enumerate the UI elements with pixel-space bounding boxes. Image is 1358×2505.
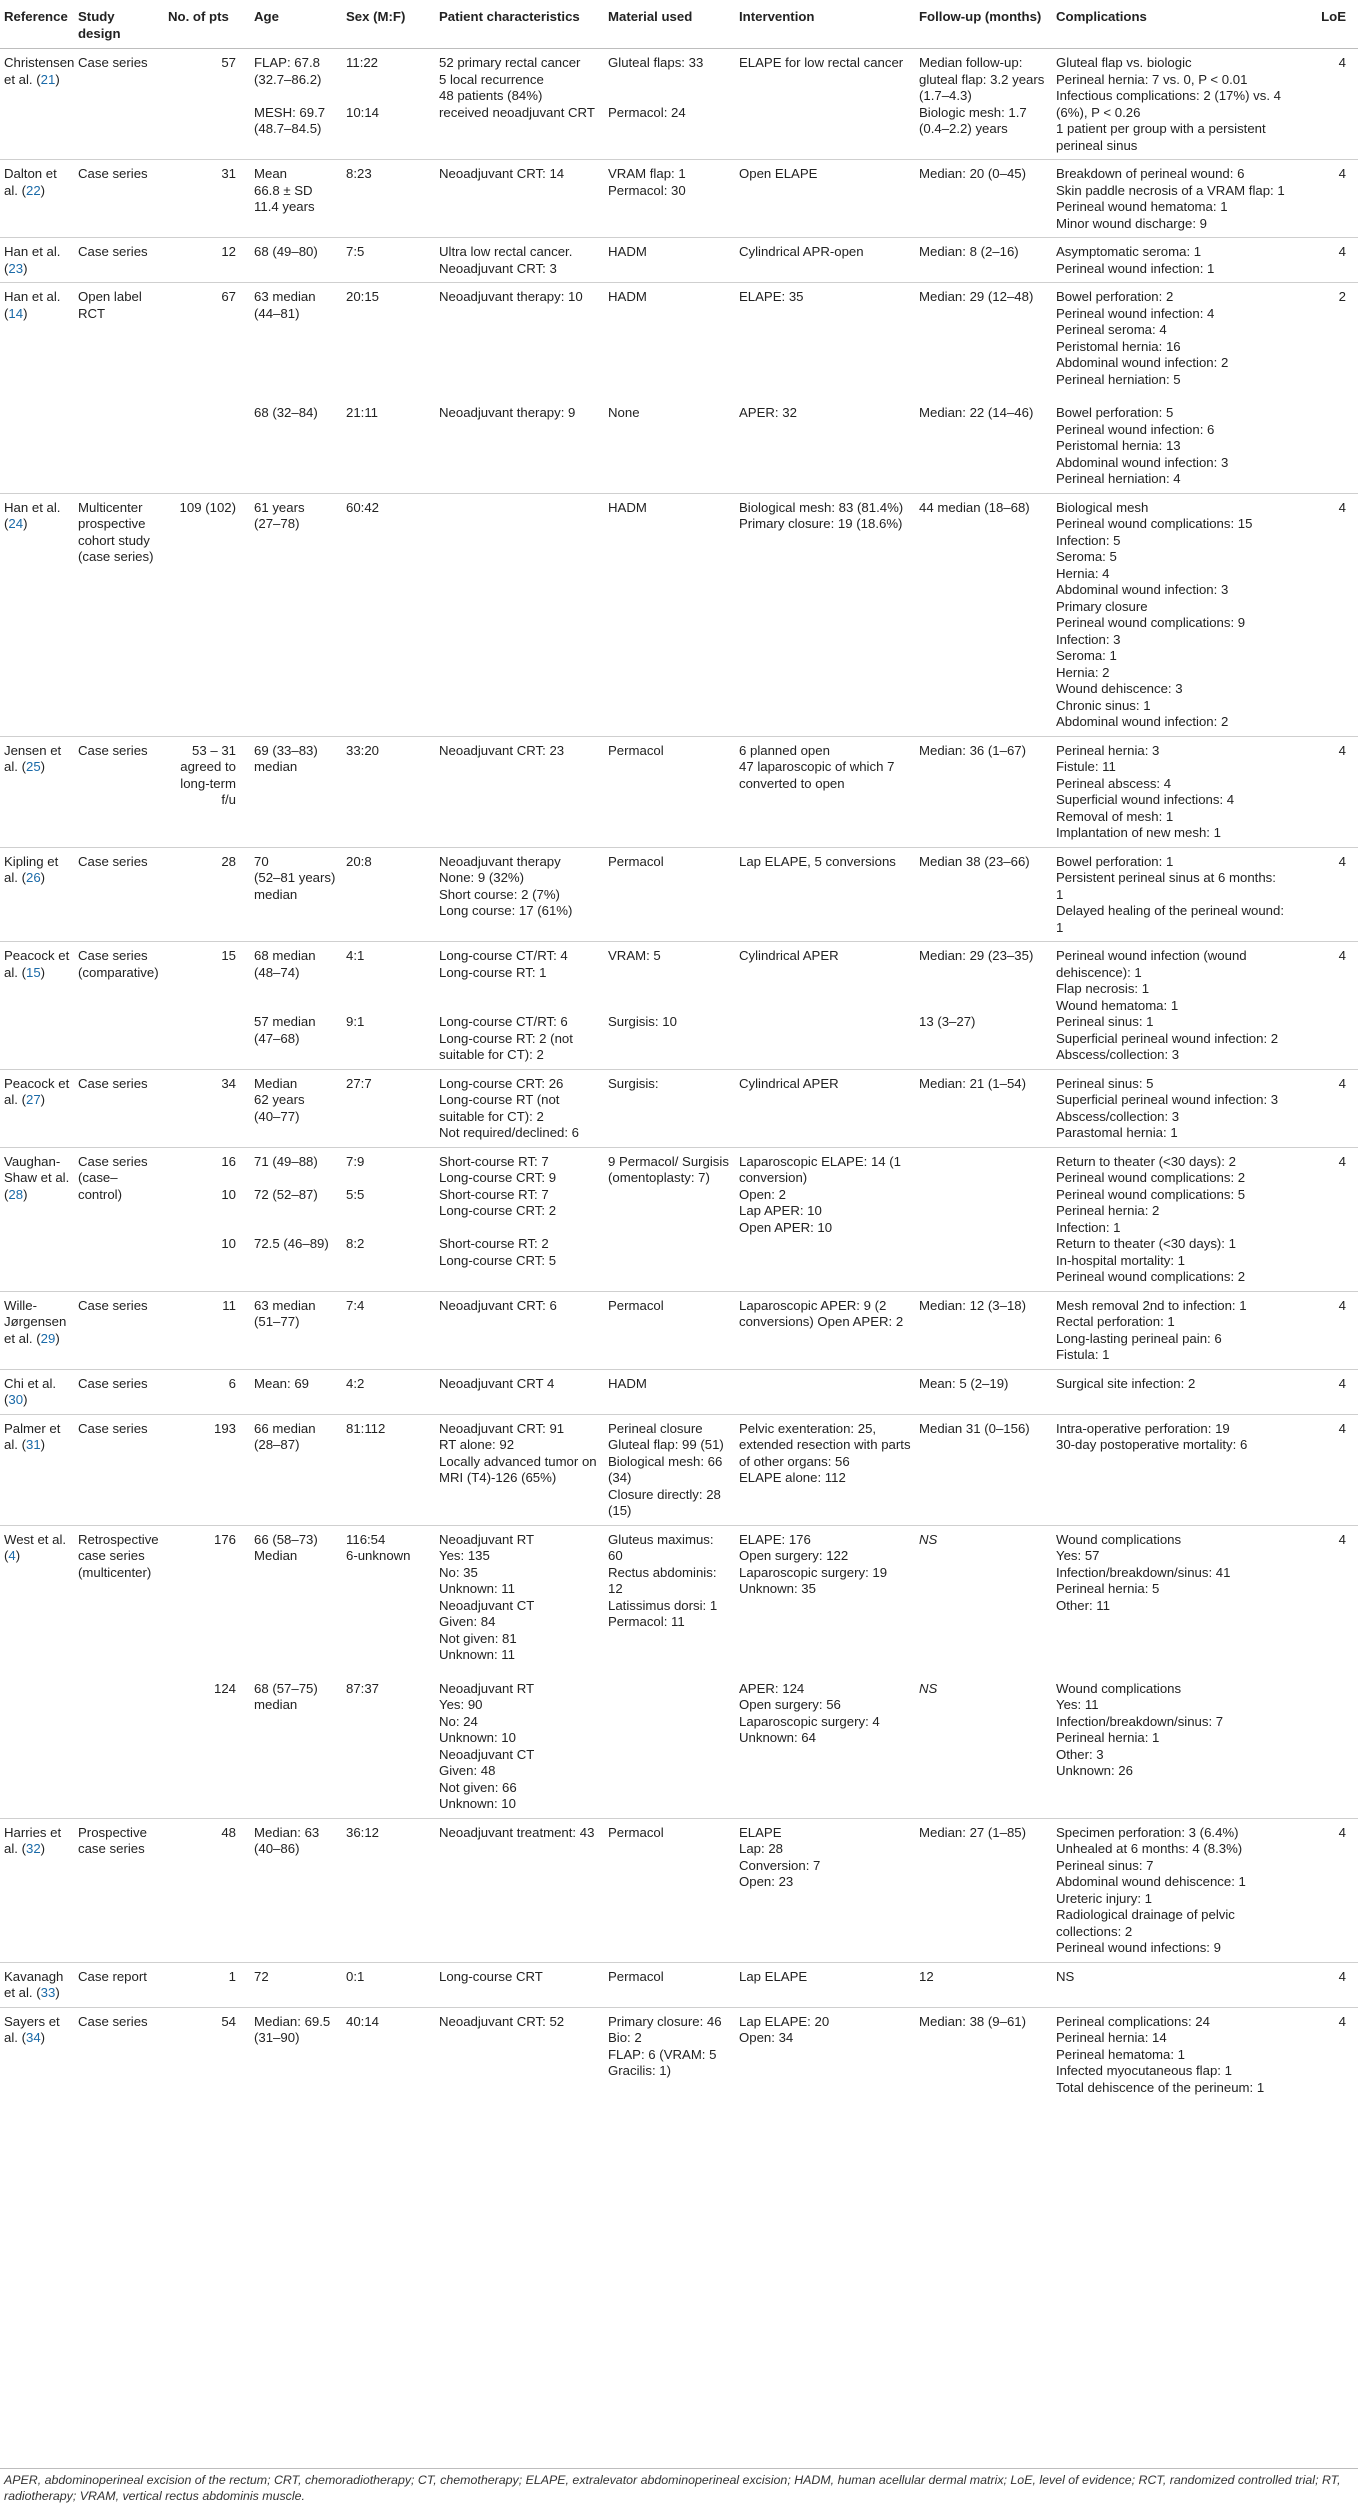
col-intervention: Intervention (735, 0, 915, 49)
reference-author: Christensen et al. (4, 55, 75, 87)
citation-link[interactable]: 15 (26, 964, 41, 980)
table-row (0, 160, 1358, 238)
table-row (0, 2007, 1358, 2101)
table-row (0, 1962, 1358, 2007)
cell-age: Median 62 years (40–77) (250, 1069, 342, 1147)
col-study-design: Study design (74, 0, 164, 49)
cell-no-of-pts: 67 (164, 283, 250, 394)
cell-reference: Palmer et al. (31) (0, 1414, 74, 1525)
cell-age: Median: 63 (40–86) (250, 1818, 342, 1962)
citation-link[interactable]: 27 (26, 1092, 41, 1107)
cell-intervention: Cylindrical APR-open (735, 238, 915, 283)
reference-author: Han et al. (4, 244, 61, 259)
cell-patient-characteristics: Neoadjuvant CRT: 52 (435, 2007, 604, 2101)
cell-reference: Vaughan-Shaw et al. (28) (0, 1147, 74, 1291)
col-complications: Complications (1052, 0, 1290, 49)
cell-material-used: Permacol (604, 1291, 735, 1369)
cell-complications: NS (1052, 1962, 1290, 2007)
citation-link[interactable]: 34 (26, 2030, 41, 2045)
cell-age: 69 (33–83) median (250, 736, 342, 847)
table-row (0, 1069, 1358, 1147)
cell-age: 66 median (28–87) (250, 1414, 342, 1525)
cell-complications: Bowel perforation: 5 Perineal wound infection: 6 Peristomal hernia: 13 Abdominal wound infection: 3 Perineal herniation: 4 (1056, 405, 1229, 486)
cell-complications: Perineal sinus: 5 Superficial perineal wound infection: 3 Abscess/collection: 3 Parastomal hernia: 1 (1052, 1069, 1290, 1147)
cell-age: 68 (49–80) (250, 238, 342, 283)
cell-age: 63 median (51–77) (250, 1291, 342, 1369)
cell-loe: 4 (1290, 1369, 1358, 1414)
reference-author: Jensen et al. (4, 742, 62, 774)
cell-sex: 8:23 (342, 160, 435, 238)
cell-intervention: APER: 32 (739, 405, 797, 420)
col-patient-characteristics: Patient characteristics (435, 0, 604, 49)
reference-author: Sayers et al. (4, 2013, 60, 2045)
cell-follow-up: Median follow-up: gluteal flap: 3.2 years (1.7–4.3) Biologic mesh: 1.7 (0.4–2.2) years (915, 49, 1052, 160)
cell-intervention: APER: 124 Open surgery: 56 Laparoscopic surgery: 4 Unknown: 64 (739, 1680, 880, 1745)
cell-patient-characteristics: Long-course CRT (435, 1962, 604, 2007)
cell-sex: 4:2 (342, 1369, 435, 1414)
cell-study-design: Case series (comparative) (74, 942, 164, 1070)
cell-patient-characteristics: 52 primary rectal cancer 5 local recurrence 48 patients (84%) received neoadjuvant CRT (435, 49, 604, 160)
cell-intervention: Laparoscopic ELAPE: 14 (1 conversion) Open: 2 Lap APER: 10 Open APER: 10 (735, 1147, 915, 1291)
cell-study-design: Case series (74, 238, 164, 283)
cell-age: Mean 66.8 ± SD 11.4 years (250, 160, 342, 238)
cell-follow-up (915, 1147, 1052, 1291)
reference-author: Kavanagh et al. (4, 1968, 64, 2000)
cell-loe: 4 (1290, 847, 1358, 942)
cell-age: 63 median (44–81) (250, 283, 342, 394)
table-row (0, 49, 1358, 160)
cell-sex: 7:5 (342, 238, 435, 283)
cell-follow-up: Median: 21 (1–54) (915, 1069, 1052, 1147)
cell-complications: Intra-operative perforation: 19 30-day postoperative mortality: 6 (1052, 1414, 1290, 1525)
cell-reference: Kipling et al. (26) (0, 847, 74, 942)
cell-study-design: Retrospective case series (multicenter) (74, 1525, 164, 1669)
cell-no-of-pts: 31 (164, 160, 250, 238)
cell-age: 71 (49–88) 72 (52–87) 72.5 (46–89) (250, 1147, 342, 1291)
cell-age: Median: 69.5 (31–90) (250, 2007, 342, 2101)
cell-material-used: HADM (604, 493, 735, 736)
cell-intervention: Cylindrical APER (735, 1069, 915, 1147)
cell-patient-characteristics: Neoadjuvant therapy: 9 (439, 405, 576, 420)
cell-follow-up: Median: 27 (1–85) (915, 1818, 1052, 1962)
citation-link[interactable]: 22 (26, 182, 41, 198)
citation-link[interactable]: 29 (40, 1330, 56, 1346)
cell-material-used: 9 Permacol/ Surgisis (omentoplasty: 7) (604, 1147, 735, 1291)
reference-author: Peacock et al. (4, 1075, 70, 1107)
cell-sex: 60:42 (342, 493, 435, 736)
cell-reference: Han et al. (24) (0, 493, 74, 736)
table-row (0, 393, 1358, 493)
cell-patient-characteristics: Neoadjuvant CRT: 14 (435, 160, 604, 238)
table-row (0, 1669, 1358, 1819)
cell-complications: Perineal complications: 24 Perineal hernia: 14 Perineal hematoma: 1 Infected myocutaneous flap: 1 Total dehiscence of the perineum: 1 (1052, 2007, 1290, 2101)
cell-material-used: None (608, 405, 640, 420)
reference-author: Palmer et al. (4, 1420, 61, 1452)
citation-link[interactable]: 31 (26, 1437, 41, 1452)
col-sex: Sex (M:F) (342, 0, 435, 49)
cell-reference: Chi et al. (30) (0, 1369, 74, 1414)
col-material-used: Material used (604, 0, 735, 49)
cell-patient-characteristics: Neoadjuvant CRT: 23 (435, 736, 604, 847)
cell-follow-up: 44 median (18–68) (915, 493, 1052, 736)
cell-reference (0, 1669, 74, 1819)
cell-study-design: Multicenter prospective cohort study (case series) (74, 493, 164, 736)
cell-intervention: Laparoscopic APER: 9 (2 conversions) Open APER: 2 (735, 1291, 915, 1369)
cell-patient-characteristics: Neoadjuvant therapy: 10 (435, 283, 604, 394)
cell-intervention: 6 planned open 47 laparoscopic of which 7 converted to open (735, 736, 915, 847)
cell-material-used: Gluteus maximus: 60 Rectus abdominis: 12 Latissimus dorsi: 1 Permacol: 11 (604, 1525, 735, 1669)
cell-material-used: HADM (604, 238, 735, 283)
cell-complications: Wound complications Yes: 57 Infection/breakdown/sinus: 41 Perineal hernia: 5 Other: 11 (1052, 1525, 1290, 1669)
col-age: Age (250, 0, 342, 49)
cell-complications: Biological mesh Perineal wound complications: 15 Infection: 5 Seroma: 5 Hernia: 4 Abdominal wound infection: 3 Primary closure Perineal wound complications: 9 Infection: 3 Seroma: 1 Hernia: 2 Wound dehiscence: 3 Chronic sinus: 1 Abdominal wound infection: 2 (1052, 493, 1290, 736)
cell-patient-characteristics: Neoadjuvant therapy None: 9 (32%) Short course: 2 (7%) Long course: 17 (61%) (435, 847, 604, 942)
cell-complications: Specimen perforation: 3 (6.4%) Unhealed at 6 months: 4 (8.3%) Perineal sinus: 7 Abdominal wound dehiscence: 1 Ureteric injury: 1 Radiological drainage of pelvic collections: 2 Perineal wound infections: 9 (1052, 1818, 1290, 1962)
col-no-of-pts: No. of pts (164, 0, 250, 49)
table-row (0, 1525, 1358, 1669)
table-row (0, 1818, 1358, 1962)
cell-reference: Peacock et al. (27) (0, 1069, 74, 1147)
cell-complications: Surgical site infection: 2 (1052, 1369, 1290, 1414)
table-row (0, 238, 1358, 283)
cell-no-of-pts: 176 (164, 1525, 250, 1669)
cell-sex: 4:1 9:1 (342, 942, 435, 1070)
cell-no-of-pts (164, 393, 250, 493)
cell-sex: 33:20 (342, 736, 435, 847)
cell-material-used: VRAM flap: 1 Permacol: 30 (604, 160, 735, 238)
cell-study-design: Case series (74, 736, 164, 847)
cell-patient-characteristics: Neoadjuvant RT Yes: 90 No: 24 Unknown: 10 Neoadjuvant CT Given: 48 Not given: 66 Unknown: 10 (439, 1680, 535, 1811)
cell-complications: Breakdown of perineal wound: 6 Skin paddle necrosis of a VRAM flap: 1 Perineal wound hematoma: 1 Minor wound discharge: 9 (1052, 160, 1290, 238)
cell-no-of-pts: 53 – 31 agreed to long-term f/u (164, 736, 250, 847)
cell-intervention: ELAPE Lap: 28 Conversion: 7 Open: 23 (735, 1818, 915, 1962)
cell-age: 72 (250, 1962, 342, 2007)
cell-no-of-pts: 16 10 10 (164, 1147, 250, 1291)
cell-follow-up: Median: 29 (23–35) 13 (3–27) (915, 942, 1052, 1070)
cell-reference (0, 393, 74, 493)
reference-author: Vaughan-Shaw et al. (4, 1153, 70, 1185)
col-loe: LoE (1290, 0, 1358, 49)
citation-link[interactable]: 24 (8, 516, 24, 531)
citation-link[interactable]: 23 (8, 260, 24, 276)
reference-author: Chi et al. (4, 1375, 57, 1391)
cell-intervention: Lap ELAPE (735, 1962, 915, 2007)
cell-intervention: Open ELAPE (735, 160, 915, 238)
cell-patient-characteristics: Long-course CRT: 26 Long-course RT (not suitable for CT): 2 Not required/declined: 6 (435, 1069, 604, 1147)
table-row (0, 1147, 1358, 1291)
cell-age: 66 (58–73) Median (250, 1525, 342, 1669)
cell-loe: 4 (1290, 1291, 1358, 1369)
cell-loe: 4 (1290, 942, 1358, 1070)
cell-sex: 36:12 (342, 1818, 435, 1962)
cell-sex: 116:54 6-unknown (342, 1525, 435, 1669)
cell-follow-up: NS (915, 1525, 1052, 1669)
cell-complications: Asymptomatic seroma: 1 Perineal wound infection: 1 (1052, 238, 1290, 283)
table-row (0, 283, 1358, 394)
cell-follow-up: Median: 22 (14–46) (919, 405, 1034, 420)
cell-sex: 20:15 (342, 283, 435, 394)
cell-loe: 4 (1290, 238, 1358, 283)
col-follow-up: Follow-up (months) (915, 0, 1052, 49)
cell-sex: 20:8 (342, 847, 435, 942)
cell-follow-up: Median: 20 (0–45) (915, 160, 1052, 238)
cell-intervention: Pelvic exenteration: 25, extended resection with parts of other organs: 56 ELAPE alone: 112 (735, 1414, 915, 1525)
cell-sex: 11:22 10:14 (342, 49, 435, 160)
header-row (0, 0, 1358, 49)
cell-patient-characteristics: Neoadjuvant CRT: 91 RT alone: 92 Locally advanced tumor on MRI (T4)-126 (65%) (435, 1414, 604, 1525)
citation-link[interactable]: 4 (8, 1548, 16, 1563)
cell-patient-characteristics: Neoadjuvant CRT: 6 (435, 1291, 604, 1369)
cell-sex: 7:4 (342, 1291, 435, 1369)
cell-sex: 81:112 (342, 1414, 435, 1525)
cell-patient-characteristics: Short-course RT: 7 Long-course CRT: 9 Short-course RT: 7 Long-course CRT: 2 Short-course RT: 2 Long-course CRT: 5 (435, 1147, 604, 1291)
cell-reference: Jensen et al. (25) (0, 736, 74, 847)
cell-material-used: Primary closure: 46 Bio: 2 FLAP: 6 (VRAM: 5 Gracilis: 1) (604, 2007, 735, 2101)
cell-no-of-pts: 109 (102) (164, 493, 250, 736)
cell-complications: Wound complications Yes: 11 Infection/breakdown/sinus: 7 Perineal hernia: 1 Other: 3 Unknown: 26 (1056, 1680, 1224, 1778)
cell-no-of-pts: 6 (164, 1369, 250, 1414)
cell-loe (1290, 1669, 1358, 1819)
cell-material-used: HADM (604, 1369, 735, 1414)
cell-age: 68 (32–84) (254, 405, 318, 420)
cell-reference: Kavanagh et al. (33) (0, 1962, 74, 2007)
cell-reference: Christensen et al. (21) (0, 49, 74, 160)
cell-follow-up: Median: 36 (1–67) (915, 736, 1052, 847)
reference-author: Peacock et al. (4, 948, 70, 980)
cell-sex: 87:37 (346, 1680, 380, 1696)
cell-study-design: Case series (74, 1069, 164, 1147)
cell-loe: 4 (1290, 1069, 1358, 1147)
cell-sex: 21:11 (346, 405, 379, 420)
reference-author: West et al. (4, 1531, 67, 1547)
cell-no-of-pts: 57 (164, 49, 250, 160)
cell-sex: 0:1 (342, 1962, 435, 2007)
cell-follow-up: Median: 38 (9–61) (915, 2007, 1052, 2101)
cell-follow-up: Median 31 (0–156) (915, 1414, 1052, 1525)
cell-loe: 4 (1290, 2007, 1358, 2101)
cell-reference: Wille-Jørgensen et al. (29) (0, 1291, 74, 1369)
cell-no-of-pts: 1 (164, 1962, 250, 2007)
cell-complications: Gluteal flap vs. biologic Perineal hernia: 7 vs. 0, P < 0.01 Infectious complications: 2 (17%) vs. 4 (6%), P < 0.26 1 patient per group with a persistent perineal sinus (1052, 49, 1290, 160)
cell-reference: Sayers et al. (34) (0, 2007, 74, 2101)
cell-age: 70 (52–81 years) median (250, 847, 342, 942)
cell-study-design (74, 393, 164, 493)
cell-patient-characteristics: Neoadjuvant RT Yes: 135 No: 35 Unknown: 11 Neoadjuvant CT Given: 84 Not given: 81 Unknown: 11 (435, 1525, 604, 1669)
cell-sex: 7:9 5:5 8:2 (342, 1147, 435, 1291)
cell-study-design: Case series (74, 1291, 164, 1369)
cell-material-used: Permacol (604, 1962, 735, 2007)
cell-intervention: ELAPE for low rectal cancer (735, 49, 915, 160)
cell-material-used: Perineal closure Gluteal flap: 99 (51) Biological mesh: 66 (34) Closure directly: 28 (15) (604, 1414, 735, 1525)
citation-link[interactable]: 21 (40, 71, 56, 87)
reference-author: Wille-Jørgensen et al. (4, 1297, 67, 1346)
cell-patient-characteristics: Long-course CT/RT: 4 Long-course RT: 1 Long-course CT/RT: 6 Long-course RT: 2 (not suitable for CT): 2 (435, 942, 604, 1070)
cell-no-of-pts: 48 (164, 1818, 250, 1962)
cell-no-of-pts: 124 (213, 1680, 236, 1696)
cell-patient-characteristics (435, 493, 604, 736)
cell-follow-up: Median: 29 (12–48) (915, 283, 1052, 394)
cell-reference: Han et al. (23) (0, 238, 74, 283)
cell-intervention: ELAPE: 35 (735, 283, 915, 394)
cell-loe: 4 (1290, 1147, 1358, 1291)
table-row (0, 736, 1358, 847)
cell-loe (1290, 393, 1358, 493)
cell-loe: 4 (1290, 1525, 1358, 1669)
cell-study-design: Case series (74, 1414, 164, 1525)
cell-study-design: Prospective case series (74, 1818, 164, 1962)
cell-material-used: VRAM: 5 Surgisis: 10 (604, 942, 735, 1070)
cell-no-of-pts: 34 (164, 1069, 250, 1147)
cell-material-used: HADM (604, 283, 735, 394)
cell-intervention (735, 1369, 915, 1414)
cell-complications: Bowel perforation: 1 Persistent perineal sinus at 6 months: 1 Delayed healing of the perineal wound: 1 (1052, 847, 1290, 942)
cell-no-of-pts: 15 (164, 942, 250, 1070)
cell-intervention: Lap ELAPE, 5 conversions (735, 847, 915, 942)
cell-loe: 4 (1290, 493, 1358, 736)
cell-no-of-pts: 193 (164, 1414, 250, 1525)
table-row (0, 1369, 1358, 1414)
cell-age: FLAP: 67.8 (32.7–86.2) MESH: 69.7 (48.7–84.5) (250, 49, 342, 160)
cell-reference: Harries et al. (32) (0, 1818, 74, 1962)
reference-author: Han et al. (4, 289, 61, 304)
cell-study-design: Case series (74, 1369, 164, 1414)
cell-loe: 4 (1290, 1962, 1358, 2007)
cell-follow-up: Mean: 5 (2–19) (915, 1369, 1052, 1414)
cell-study-design (74, 1669, 164, 1819)
reference-author: Harries et al. (4, 1824, 62, 1856)
cell-material-used: Gluteal flaps: 33 Permacol: 24 (604, 49, 735, 160)
cell-material-used: Permacol (604, 1818, 735, 1962)
cell-study-design: Case series (74, 49, 164, 160)
cell-complications: Perineal hernia: 3 Fistule: 11 Perineal abscess: 4 Superficial wound infections: 4 Removal of mesh: 1 Implantation of new mesh: 1 (1052, 736, 1290, 847)
cell-loe: 4 (1290, 49, 1358, 160)
table-footnote: APER, abdominoperineal excision of the rectum; CRT, chemoradiotherapy; CT, chemotherapy; ELAPE, extralevator abdominoperineal excision; HADM, human acellular dermal matrix; LoE, level of evidence; RCT, randomized controlled trial; RT, radiotherapy; VRAM, vertical rectus abdominis muscle. (0, 2468, 1358, 2504)
cell-study-design: Case series (74, 847, 164, 942)
cell-study-design: Case series (74, 2007, 164, 2101)
cell-no-of-pts: 54 (164, 2007, 250, 2101)
cell-study-design: Case series (case–control) (74, 1147, 164, 1291)
cell-reference: West et al. (4) (0, 1525, 74, 1669)
cell-patient-characteristics: Ultra low rectal cancer. Neoadjuvant CRT: 3 (435, 238, 604, 283)
cell-no-of-pts: 28 (164, 847, 250, 942)
cell-no-of-pts: 12 (164, 238, 250, 283)
cell-material-used: Permacol (604, 847, 735, 942)
cell-patient-characteristics: Neoadjuvant treatment: 43 (435, 1818, 604, 1962)
cell-intervention: Cylindrical APER (735, 942, 915, 1070)
cell-reference: Peacock et al. (15) (0, 942, 74, 1070)
cell-material-used (604, 1669, 735, 1819)
cell-intervention: ELAPE: 176 Open surgery: 122 Laparoscopic surgery: 19 Unknown: 35 (735, 1525, 915, 1669)
reference-author: Dalton et al. (4, 166, 57, 198)
citation-link[interactable]: 28 (8, 1186, 24, 1202)
cell-complications: Mesh removal 2nd to infection: 1 Rectal perforation: 1 Long-lasting perineal pain: 6 Fistula: 1 (1052, 1291, 1290, 1369)
cell-loe: 4 (1290, 736, 1358, 847)
cell-follow-up: Median 38 (23–66) (915, 847, 1052, 942)
cell-age: 68 median (48–74) 57 median (47–68) (250, 942, 342, 1070)
citation-link[interactable]: 33 (40, 1985, 56, 2000)
cell-age: Mean: 69 (250, 1369, 342, 1414)
cell-study-design: Case report (74, 1962, 164, 2007)
cell-follow-up: 12 (915, 1962, 1052, 2007)
cell-intervention: Biological mesh: 83 (81.4%) Primary closure: 19 (18.6%) (735, 493, 915, 736)
table-row (0, 1414, 1358, 1525)
cell-reference: Han et al. (14) (0, 283, 74, 394)
cell-study-design: Open label RCT (74, 283, 164, 394)
cell-patient-characteristics: Neoadjuvant CRT 4 (435, 1369, 604, 1414)
cell-study-design: Case series (74, 160, 164, 238)
cell-loe: 4 (1290, 160, 1358, 238)
cell-follow-up: Median: 8 (2–16) (915, 238, 1052, 283)
reference-author: Kipling et al. (4, 853, 59, 885)
cell-reference: Dalton et al. (22) (0, 160, 74, 238)
citation-link[interactable]: 30 (8, 1392, 24, 1407)
cell-material-used: Surgisis: (604, 1069, 735, 1147)
cell-loe: 2 (1290, 283, 1358, 394)
cell-no-of-pts: 11 (164, 1291, 250, 1369)
table-row (0, 847, 1358, 942)
cell-loe: 4 (1290, 1818, 1358, 1962)
citation-link[interactable]: 26 (26, 870, 41, 885)
table-row (0, 942, 1358, 1070)
cell-sex: 27:7 (342, 1069, 435, 1147)
reference-author: Han et al. (4, 499, 61, 515)
citation-link[interactable]: 32 (26, 1841, 41, 1856)
cell-follow-up: Median: 12 (3–18) (915, 1291, 1052, 1369)
cell-complications: Bowel perforation: 2 Perineal wound infection: 4 Perineal seroma: 4 Peristomal hernia: 16 Abdominal wound infection: 2 Perineal herniation: 5 (1052, 283, 1290, 394)
col-reference: Reference (0, 0, 74, 49)
citation-link[interactable]: 25 (26, 759, 41, 774)
cell-intervention: Lap ELAPE: 20 Open: 34 (735, 2007, 915, 2101)
cell-complications: Return to theater (<30 days): 2 Perineal wound complications: 2 Perineal wound complications: 5 Perineal hernia: 2 Infection: 1 Return to theater (<30 days): 1 In-hospital mortality: 1 Perineal wound complications: 2 (1052, 1147, 1290, 1291)
cell-age: 61 years (27–78) (250, 493, 342, 736)
table-row (0, 493, 1358, 736)
cell-sex: 40:14 (342, 2007, 435, 2101)
cell-complications: Perineal wound infection (wound dehiscence): 1 Flap necrosis: 1 Wound hematoma: 1 Perineal sinus: 1 Superficial perineal wound infection: 2 Abscess/collection: 3 (1052, 942, 1290, 1070)
cell-loe: 4 (1290, 1414, 1358, 1525)
cell-material-used: Permacol (604, 736, 735, 847)
cell-follow-up: NS (919, 1680, 938, 1696)
cell-age: 68 (57–75) median (254, 1680, 318, 1712)
table-row (0, 1291, 1358, 1369)
citation-link[interactable]: 14 (8, 305, 24, 321)
